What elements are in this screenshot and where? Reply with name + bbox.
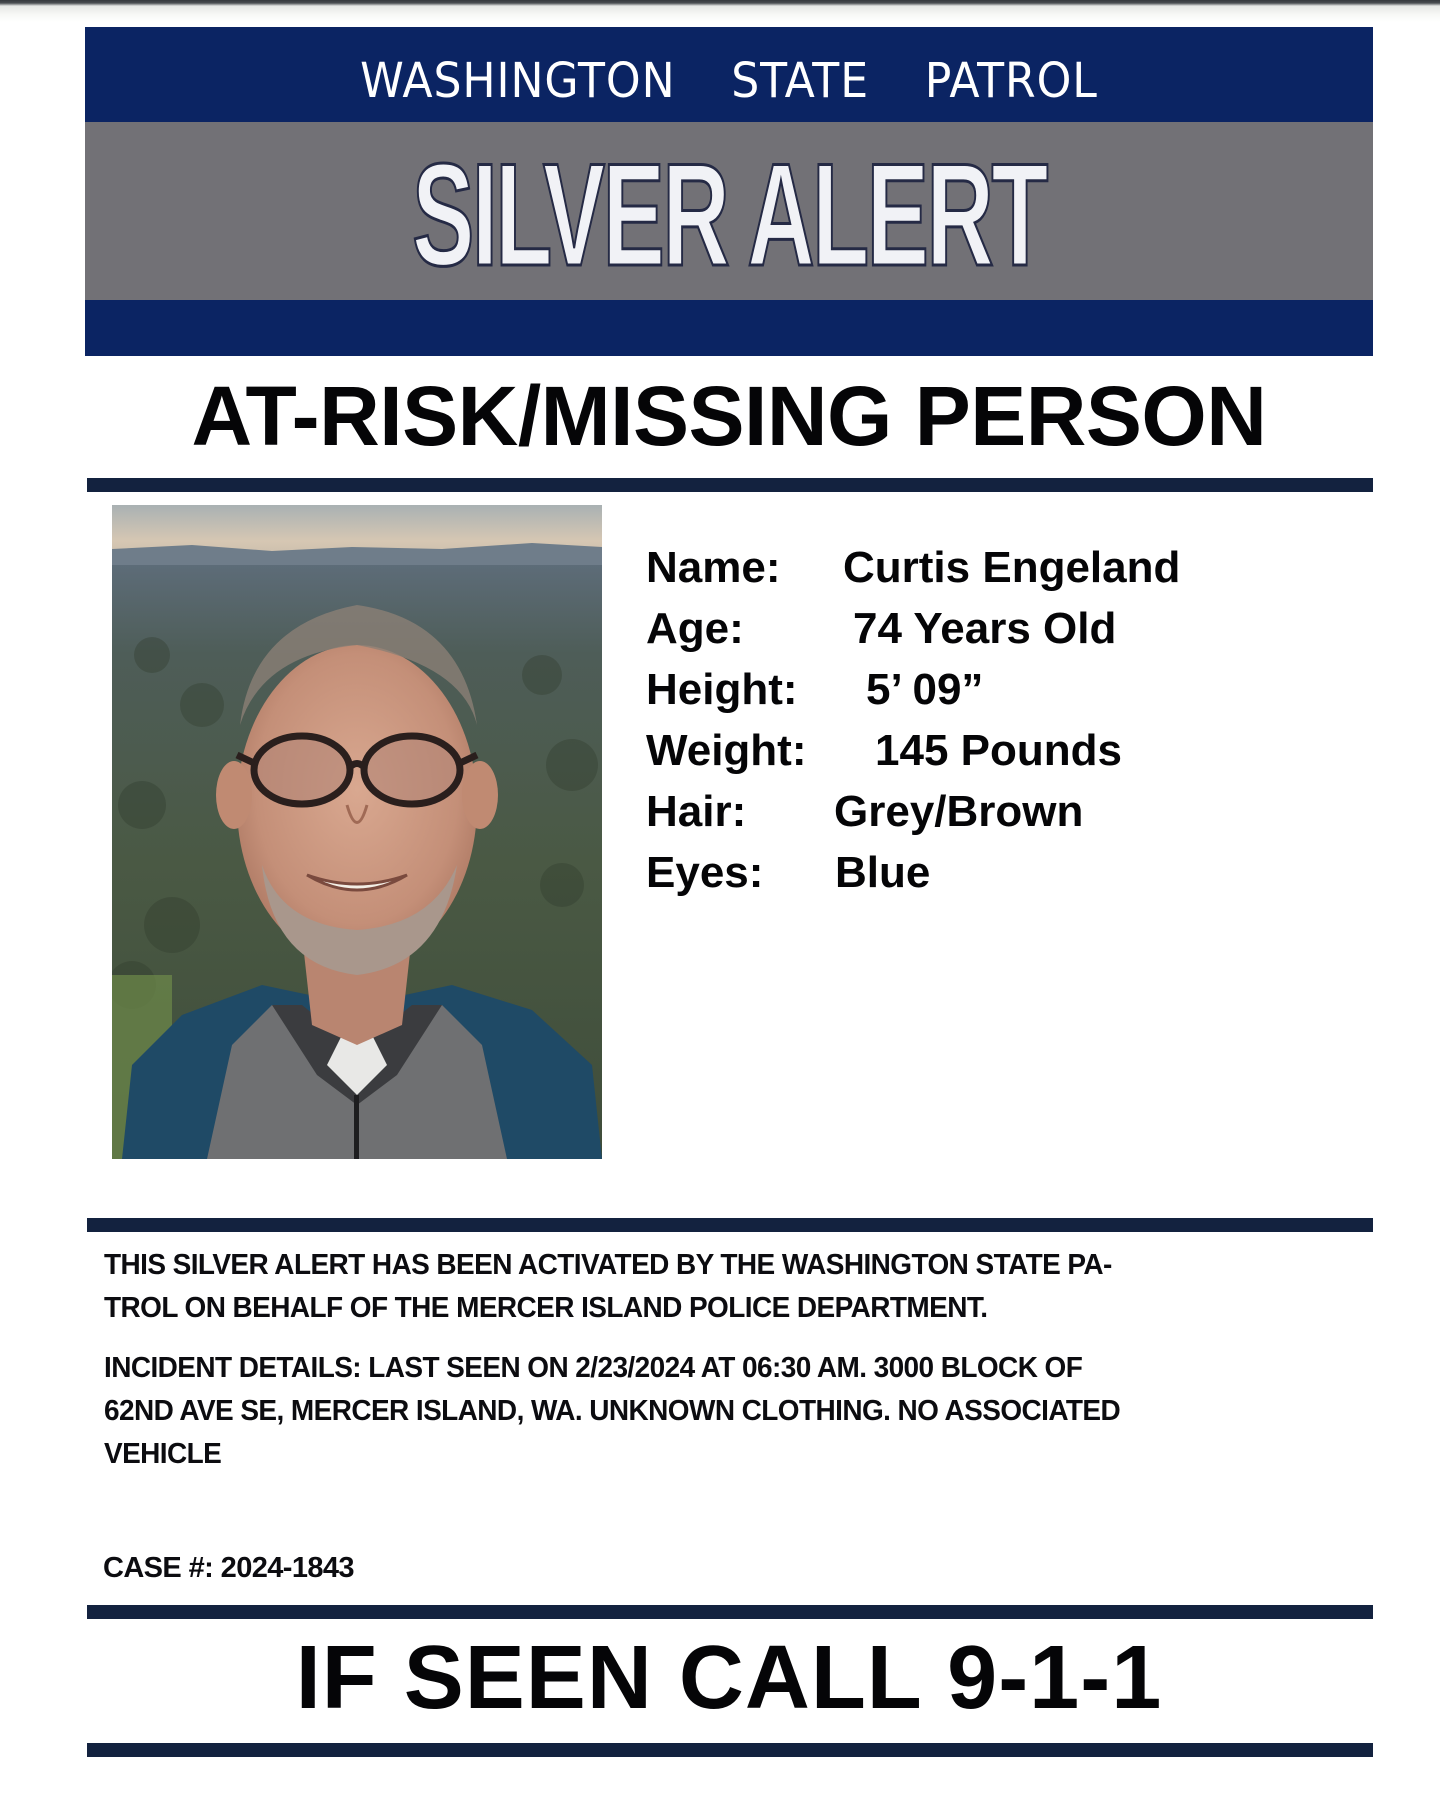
missing-person-photo [112, 505, 602, 1159]
window-top-edge [0, 0, 1440, 22]
divider-rule [87, 1218, 1373, 1232]
detail-label: Hair: [646, 787, 747, 836]
call-to-action: IF SEEN CALL 9-1-1 [295, 1628, 1163, 1728]
agency-name: WASHINGTON STATE PATROL [360, 53, 1098, 109]
header-band-bottom [85, 300, 1373, 356]
detail-value-name: Curtis Engeland [843, 543, 1181, 592]
poster-heading: AT-RISK/MISSING PERSON [191, 369, 1267, 463]
activation-line: TROL ON BEHALF OF THE MERCER ISLAND POLICE DEPARTMENT. [104, 1292, 988, 1324]
incident-details [104, 1351, 1339, 1480]
alert-title: SILVER ALERT [412, 133, 1046, 296]
detail-label: Height: [646, 665, 798, 714]
case-number: CASE #: 2024-1843 [103, 1552, 354, 1584]
detail-value-eyes: Blue [835, 848, 931, 897]
detail-value-hair: Grey/Brown [834, 787, 1084, 836]
activation-notice [104, 1248, 1339, 1334]
incident-line: INCIDENT DETAILS: LAST SEEN ON 2/23/2024 AT 06:30 AM. 3000 BLOCK OF [104, 1352, 1083, 1384]
person-photo-image [112, 505, 602, 1159]
divider-rule [87, 1743, 1373, 1757]
incident-line: VEHICLE [104, 1438, 222, 1470]
detail-label: Eyes: [646, 848, 764, 897]
activation-line: THIS SILVER ALERT HAS BEEN ACTIVATED BY THE WASHINGTON STATE PA- [104, 1249, 1112, 1281]
detail-value-weight: 145 Pounds [875, 726, 1122, 775]
incident-line: 62ND AVE SE, MERCER ISLAND, WA. UNKNOWN CLOTHING. NO ASSOCIATED [104, 1395, 1121, 1427]
detail-value-age: 74 Years Old [853, 604, 1117, 653]
detail-label: Age: [646, 604, 744, 653]
detail-label: Name: [646, 543, 781, 592]
divider-rule [87, 1605, 1373, 1619]
detail-value-height: 5’ 09” [866, 665, 984, 714]
divider-rule [87, 478, 1373, 492]
detail-label: Weight: [646, 726, 807, 775]
